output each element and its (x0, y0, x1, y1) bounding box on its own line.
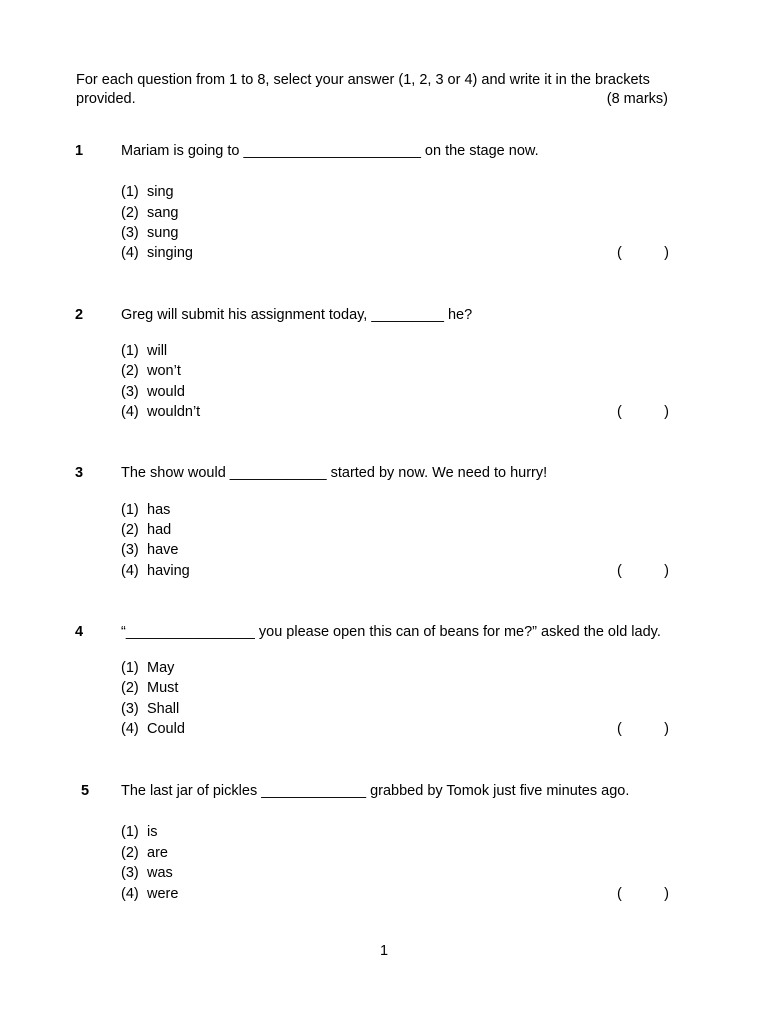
instructions-provided: provided. (76, 91, 136, 107)
option-1 (121, 824, 157, 840)
option-3 (121, 701, 179, 717)
option-2 (121, 845, 168, 861)
option-text: sung (147, 225, 179, 241)
close-bracket: ) (664, 245, 669, 261)
option-3 (121, 542, 178, 558)
option-2 (121, 205, 178, 221)
option-number: (3) (121, 225, 139, 241)
option-3 (121, 865, 173, 881)
option-number: (4) (121, 563, 139, 579)
total-marks: (8 marks) (606, 91, 668, 107)
option-1 (121, 502, 170, 518)
option-number: (4) (121, 886, 139, 902)
option-text: Could (147, 721, 185, 737)
close-bracket: ) (664, 563, 669, 579)
instructions-line-1: For each question from 1 to 8, select your answer (1, 2, 3 or 4) and write it in the brackets (76, 72, 650, 88)
option-text: has (147, 502, 171, 518)
option-3 (121, 384, 185, 400)
close-bracket: ) (664, 404, 669, 420)
instructions (76, 71, 668, 109)
open-bracket: ( (617, 886, 622, 902)
option-2 (121, 522, 171, 538)
open-bracket: ( (617, 404, 622, 420)
option-text: sing (147, 184, 174, 200)
option-number: (4) (121, 404, 139, 420)
option-number: (1) (121, 343, 139, 359)
option-4 (121, 563, 190, 579)
option-4 (121, 404, 200, 420)
option-number: (2) (121, 363, 139, 379)
option-1 (121, 660, 174, 676)
option-number: (1) (121, 502, 139, 518)
option-text: wouldn’t (147, 404, 201, 420)
instructions-line-2 (76, 90, 668, 109)
page-number: 1 (379, 943, 389, 959)
open-bracket: ( (617, 721, 622, 737)
option-number: (4) (121, 721, 139, 737)
option-number: (2) (121, 680, 139, 696)
option-1 (121, 184, 174, 200)
option-4 (121, 886, 178, 902)
option-text: May (147, 660, 175, 676)
open-bracket: ( (617, 245, 622, 261)
question-text: Greg will submit his assignment today, _________ he? (121, 307, 473, 323)
option-text: is (147, 824, 158, 840)
option-number: (3) (121, 384, 139, 400)
question-text: Mariam is going to ______________________ on the stage now. (121, 143, 539, 159)
option-2 (121, 363, 181, 379)
option-text: was (147, 865, 173, 881)
option-text: were (147, 886, 179, 902)
answer-bracket[interactable] (617, 563, 669, 579)
option-number: (2) (121, 522, 139, 538)
answer-bracket[interactable] (617, 404, 669, 420)
question-number: 2 (75, 307, 84, 323)
answer-bracket[interactable] (617, 886, 669, 902)
option-text: singing (147, 245, 193, 261)
option-number: (1) (121, 184, 139, 200)
question-number: 5 (81, 783, 90, 799)
open-bracket: ( (617, 563, 622, 579)
option-text: will (147, 343, 168, 359)
option-text: sang (147, 205, 179, 221)
option-text: are (147, 845, 168, 861)
question-number: 4 (75, 624, 84, 640)
option-number: (3) (121, 865, 139, 881)
close-bracket: ) (664, 886, 669, 902)
close-bracket: ) (664, 721, 669, 737)
question-number: 3 (75, 465, 84, 481)
question-text: “________________ you please open this can of beans for me?” asked the old lady. (121, 624, 661, 640)
option-number: (4) (121, 245, 139, 261)
option-text: having (147, 563, 190, 579)
option-number: (1) (121, 824, 139, 840)
option-number: (3) (121, 542, 139, 558)
option-number: (3) (121, 701, 139, 717)
answer-bracket[interactable] (617, 245, 669, 261)
option-number: (2) (121, 205, 139, 221)
option-text: had (147, 522, 172, 538)
option-text: Must (147, 680, 179, 696)
question-text: The show would ____________ started by now. We need to hurry! (121, 465, 548, 481)
question-text: The last jar of pickles _____________ grabbed by Tomok just five minutes ago. (121, 783, 630, 799)
option-4 (121, 721, 185, 737)
option-text: Shall (147, 701, 180, 717)
option-number: (2) (121, 845, 139, 861)
answer-bracket[interactable] (617, 721, 669, 737)
question-number: 1 (75, 143, 84, 159)
option-text: have (147, 542, 179, 558)
option-1 (121, 343, 167, 359)
option-text: won’t (147, 363, 181, 379)
option-2 (121, 680, 178, 696)
option-3 (121, 225, 178, 241)
option-text: would (147, 384, 185, 400)
option-4 (121, 245, 193, 261)
option-number: (1) (121, 660, 139, 676)
